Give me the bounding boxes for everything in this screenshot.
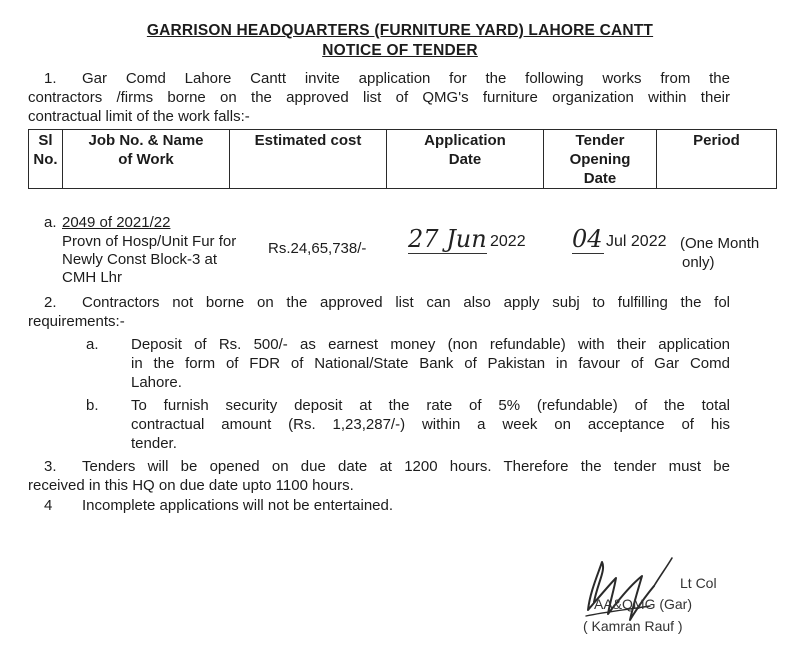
para3-line-1: Tenders will be opened on due date at 1200 hours. Therefore the tender must be <box>82 458 730 475</box>
work-item-name-line-3: CMH Lhr <box>62 269 123 286</box>
application-month: Jun <box>446 225 487 253</box>
col-header-tender-date <box>544 130 657 189</box>
work-item-job-no: 2049 of 2021/22 <box>62 214 171 231</box>
application-day: 27 <box>408 225 439 253</box>
work-item-cost: Rs.24,65,738/- <box>268 240 367 257</box>
para4-number: 4 <box>44 497 53 514</box>
para4-text: Incomplete applications will not be entertained. <box>82 497 394 514</box>
signatory-name: ( Kamran Rauf ) <box>583 618 683 634</box>
para3-line-2: received in this HQ on due date upto 1100 hours. <box>28 477 354 494</box>
work-item-name-line-1: Provn of Hosp/Unit Fur for <box>62 233 237 250</box>
para1-line-1: Gar Comd Lahore Cantt invite application for the following works from the <box>82 70 730 87</box>
col-header-application-date <box>387 130 544 189</box>
para1-line-3: contractual limit of the work falls:- <box>28 108 250 125</box>
para2b-line-2: contractual amount (Rs. 1,23,287/-) within a week on acceptance of his <box>131 416 730 433</box>
period-line-2: only) <box>682 254 715 271</box>
col-header-job-line-2: of Work <box>118 151 174 168</box>
org-title: GARRISON HEADQUARTERS (FURNITURE YARD) LAHORE CANTT <box>146 22 654 39</box>
notice-title: NOTICE OF TENDER <box>322 42 478 59</box>
tender-header-table <box>28 129 777 189</box>
col-header-cost <box>230 130 387 189</box>
col-header-sl-line-1: Sl <box>38 132 53 149</box>
para1-number: 1. <box>44 70 57 87</box>
para2a-label: a. <box>86 336 99 353</box>
period-line-1: (One Month <box>680 235 760 252</box>
application-year: 2022 <box>490 233 526 250</box>
para2-line-2: requirements:- <box>28 313 125 330</box>
col-header-cost-line-1: Estimated cost <box>254 132 362 149</box>
para1-line-2: contractors /firms borne on the approved list of QMG's furniture organization within their <box>28 89 730 106</box>
para2-line-1: Contractors not borne on the approved list can also apply subj to fulfilling the fol <box>82 294 730 311</box>
col-header-application-date-line-2: Date <box>448 151 482 168</box>
col-header-application-date-line-1: Application <box>424 132 506 149</box>
para2a-line-1: Deposit of Rs. 500/- as earnest money (non refundable) with their application <box>131 336 730 353</box>
signatory-rank: Lt Col <box>680 575 717 591</box>
col-header-tender-date-line-3: Date <box>583 170 617 187</box>
col-header-tender-date-line-2: Opening <box>569 151 631 168</box>
para2b-line-1: To furnish security deposit at the rate of 5% (refundable) of the total <box>131 397 730 414</box>
table-header-row <box>29 130 777 189</box>
para2a-line-2: in the form of FDR of National/State Bank of Pakistan in favour of Gar Comd <box>131 355 730 372</box>
col-header-tender-date-line-1: Tender <box>575 132 625 149</box>
work-item-name-line-2: Newly Const Block-3 at <box>62 251 218 268</box>
signatory-designation: AA&QMG (Gar) <box>594 596 693 612</box>
para2a-line-3: Lahore. <box>131 374 182 391</box>
col-header-period <box>657 130 777 189</box>
col-header-job-line-1: Job No. & Name <box>88 132 204 149</box>
col-header-sl-line-2: No. <box>33 151 58 168</box>
para3-number: 3. <box>44 458 57 475</box>
application-date-handwritten <box>408 225 487 254</box>
col-header-sl <box>29 130 63 189</box>
tender-day-handwritten: 04 <box>572 225 603 253</box>
work-item-label: a. <box>44 214 57 231</box>
tender-month-year: Jul 2022 <box>606 233 667 250</box>
col-header-period-line-1: Period <box>693 132 740 149</box>
para2-number: 2. <box>44 294 57 311</box>
para2b-label: b. <box>86 397 99 414</box>
para2b-line-3: tender. <box>131 435 177 452</box>
col-header-job <box>63 130 230 189</box>
